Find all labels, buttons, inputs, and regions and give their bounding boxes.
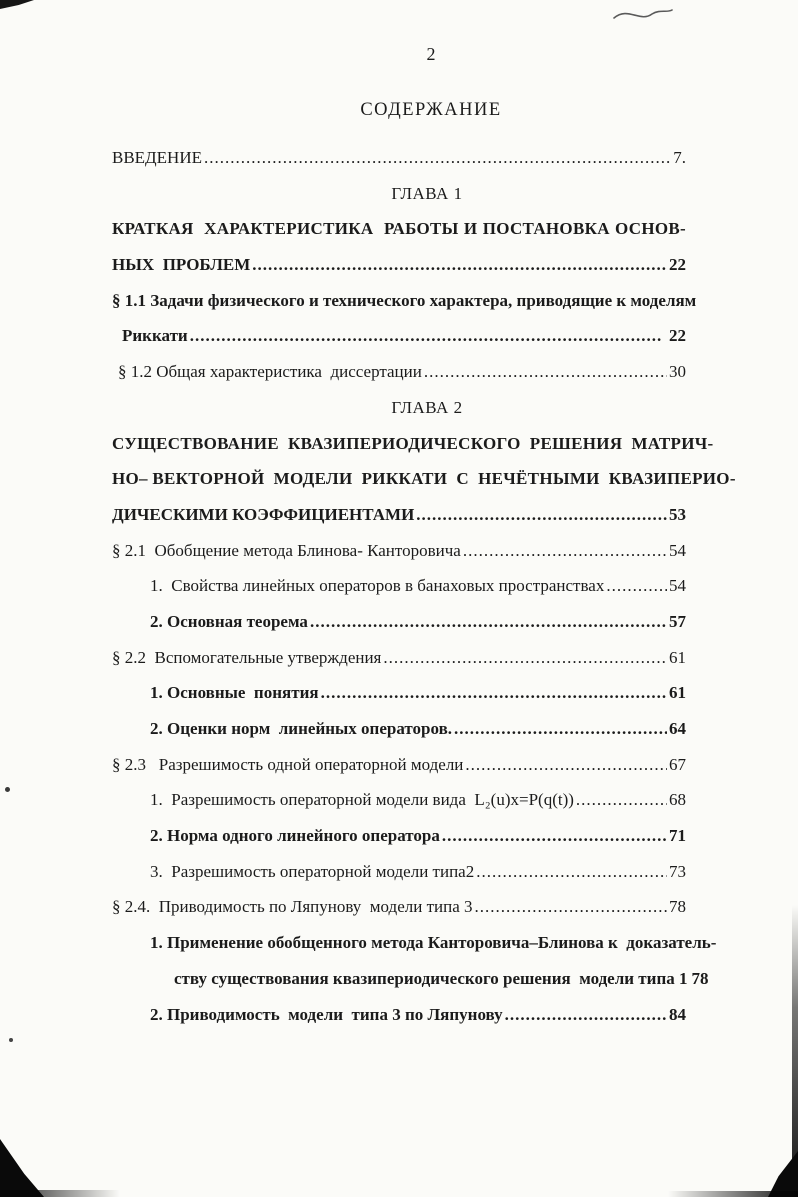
dot-leader <box>416 497 667 533</box>
toc-line-text: ГЛАВА 2 <box>391 397 463 417</box>
toc-line <box>112 568 686 604</box>
toc-page-number: 7. <box>673 148 686 167</box>
toc-line <box>112 211 686 247</box>
toc-page-number: 78 <box>691 968 709 988</box>
toc-line-text: ВВЕДЕНИЕ <box>112 148 202 167</box>
toc-line <box>112 997 686 1033</box>
dot-leader <box>463 533 667 569</box>
toc-line <box>112 247 686 283</box>
toc-line <box>112 426 714 462</box>
toc-line <box>112 533 686 569</box>
toc-page-number: 61 <box>669 647 686 667</box>
dot-leader <box>505 997 667 1033</box>
dot-leader <box>204 140 671 176</box>
toc-page-number: 54 <box>669 540 686 560</box>
toc-line <box>112 283 697 319</box>
toc-line-text: 1. Разрешимость операторной модели вида L₂(u)x=P(q(t)) <box>150 790 574 810</box>
toc-line-text: 2. Основная теорема <box>150 611 308 631</box>
toc-line <box>112 604 686 640</box>
toc-line <box>112 318 686 354</box>
toc-line-text: 2. Норма одного линейного оператора <box>150 826 440 846</box>
toc-line <box>112 889 686 925</box>
toc-page-number: 61 <box>669 683 686 703</box>
chapter-heading <box>112 176 686 212</box>
toc-line <box>112 140 686 176</box>
dot-leader <box>442 818 667 854</box>
dot-leader <box>424 354 667 390</box>
toc-list <box>112 140 736 1032</box>
dot-leader <box>190 318 663 354</box>
toc-line-text: § 2.3 Разрешимость одной операторной модели <box>112 754 464 774</box>
page-number: 2 <box>426 44 436 64</box>
toc-page-number: 30 <box>669 362 686 382</box>
toc-line <box>112 818 686 854</box>
toc-line-text: ДИЧЕСКИМИ КОЭФФИЦИЕНТАМИ <box>112 504 415 524</box>
dot-leader <box>476 854 667 890</box>
toc-page-number: 78 <box>669 897 686 917</box>
toc-line-text: § 2.2 Вспомогательные утверждения <box>112 647 382 667</box>
toc-page-number: 53 <box>669 504 686 524</box>
toc-line-text: 3. Разрешимость операторной модели типа2 <box>150 861 475 881</box>
dot-leader <box>475 889 667 925</box>
toc-line-text: § 2.1 Обобщение метода Блинова- Канторовича <box>112 540 461 560</box>
toc-page-number: 67 <box>669 754 686 774</box>
toc-line <box>112 711 686 747</box>
scan-speck <box>5 787 10 792</box>
toc-line-text: НО– ВЕКТОРНОЙ МОДЕЛИ РИККАТИ С НЕЧЁТНЫМИ КВАЗИПЕРИО- <box>112 469 736 489</box>
scan-corner-bottom-right <box>768 1151 798 1197</box>
toc-line-text: 1. Основные понятия <box>150 683 319 703</box>
toc-line-text: § 2.4. Приводимость по Ляпунову модели типа 3 <box>112 897 473 917</box>
toc-line <box>112 747 686 783</box>
toc-line-text: 1. Применение обобщенного метода Канторовича–Блинова к доказатель- <box>150 933 717 953</box>
toc-line-text: 2. Оценки норм линейных операторов. <box>150 719 452 738</box>
toc-line <box>112 461 736 497</box>
toc-page-number: 22 <box>664 326 686 346</box>
toc-line-text: § 1.2 Общая характеристика диссертации <box>118 362 422 382</box>
toc-title: СОДЕРЖАНИЕ <box>360 100 502 120</box>
toc-page-number: 68 <box>669 790 686 810</box>
scan-corner-bottom-left <box>0 1139 44 1197</box>
toc-line-text: ГЛАВА 1 <box>391 183 463 203</box>
dot-leader <box>252 247 667 283</box>
toc-page-number: 64 <box>669 719 686 738</box>
toc-line-text: § 1.1 Задачи физического и технического характера, приводящие к моделям <box>112 290 697 310</box>
dot-leader <box>465 747 667 783</box>
dot-leader <box>383 640 667 676</box>
toc-line <box>112 675 686 711</box>
toc-line-text: 1. Свойства линейных операторов в банаховых пространствах <box>150 576 605 596</box>
dot-leader <box>606 568 667 604</box>
toc-page-number: 22 <box>669 255 686 275</box>
scan-edge-right <box>792 905 798 1197</box>
scan-speck <box>9 1038 13 1042</box>
toc-line <box>112 925 717 961</box>
toc-page-number: 71 <box>669 826 686 846</box>
toc-line-text: ству существования квазипериодического решения модели типа 1 <box>174 968 688 988</box>
toc-line <box>112 354 686 390</box>
toc-line-text: СУЩЕСТВОВАНИЕ КВАЗИПЕРИОДИЧЕСКОГО РЕШЕНИЯ МАТРИЧ- <box>112 433 714 453</box>
dot-leader <box>454 711 667 747</box>
scan-edge-bottom-right <box>668 1191 798 1197</box>
toc-page-number: 73 <box>669 861 686 881</box>
toc-line <box>112 497 686 533</box>
scan-squiggle-top-right <box>612 3 674 29</box>
chapter-heading <box>112 390 686 426</box>
toc-line <box>112 961 709 997</box>
toc-line-text: Риккати <box>122 326 188 346</box>
toc-page-number: 54 <box>669 576 686 596</box>
scan-smudge-top-left <box>0 0 34 9</box>
dot-leader <box>321 675 667 711</box>
toc-line-text: НЫХ ПРОБЛЕМ <box>112 255 251 275</box>
toc-line-text: КРАТКАЯ ХАРАКТЕРИСТИКА РАБОТЫ И ПОСТАНОВКА ОСНОВ- <box>112 219 686 239</box>
toc-line <box>112 782 686 818</box>
toc-line <box>112 854 686 890</box>
scan-edge-bottom-left <box>0 1190 120 1197</box>
toc-page-number: 57 <box>669 611 686 631</box>
dot-leader <box>576 782 667 818</box>
dot-leader <box>310 604 667 640</box>
toc-line <box>112 640 686 676</box>
toc-page-number: 84 <box>669 1004 686 1024</box>
toc-line-text: 2. Приводимость модели типа 3 по Ляпунову <box>150 1004 503 1024</box>
